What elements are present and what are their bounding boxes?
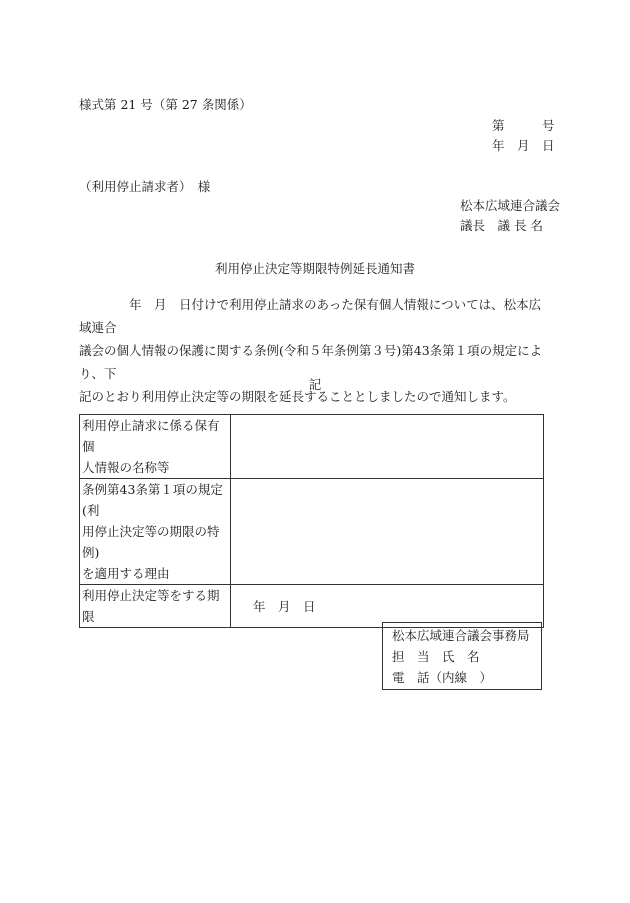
table-label-cell bbox=[80, 479, 231, 585]
body-line: 年 月 日付けで利用停止請求のあった保有個人情報については、松本広域連合 bbox=[79, 297, 542, 335]
contact-office: 松本広域連合議会事務局 bbox=[392, 628, 530, 643]
form-number-label: 様式第 21 号（第 27 条関係） bbox=[79, 97, 252, 112]
table-value-cell bbox=[231, 479, 544, 585]
body-line: 記のとおり利用停止決定等の期限を延長することとしましたので通知します。 bbox=[79, 389, 516, 404]
details-table bbox=[79, 414, 544, 628]
label-line: 利用停止請求に係る保有個 bbox=[82, 418, 220, 454]
table-label-cell bbox=[80, 415, 231, 479]
document-title: 利用停止決定等期限特例延長通知書 bbox=[214, 261, 415, 276]
ki-heading: 記 bbox=[308, 377, 322, 392]
table-row bbox=[80, 415, 544, 479]
label-line: 条例第43条第１項の規定(利 bbox=[82, 482, 223, 518]
contact-person: 担 当 氏 名 bbox=[392, 649, 480, 664]
sender-organization: 松本広域連合議会 bbox=[460, 198, 561, 213]
contact-box bbox=[382, 622, 542, 690]
sender-title: 議長 議 長 名 bbox=[460, 218, 543, 233]
document-number: 第 号 bbox=[492, 118, 555, 133]
label-line: 人情報の名称等 bbox=[82, 460, 170, 475]
table-label-cell: 利用停止決定等をする期限 bbox=[80, 585, 231, 628]
table-value-cell bbox=[231, 415, 544, 479]
table-row bbox=[80, 479, 544, 585]
contact-phone: 電 話（内線 ） bbox=[392, 670, 493, 685]
recipient-name: （利用停止請求者） 様 bbox=[79, 179, 211, 194]
body-line: 議会の個人情報の保護に関する条例(令和５年条例第３号)第43条第１項の規定により、下 bbox=[79, 343, 543, 381]
document-date: 年 月 日 bbox=[492, 138, 555, 153]
table-value-cell: 年 月 日 bbox=[231, 585, 544, 628]
label-line: 用停止決定等の期限の特例) bbox=[82, 524, 220, 560]
label-line: を適用する理由 bbox=[82, 566, 170, 581]
